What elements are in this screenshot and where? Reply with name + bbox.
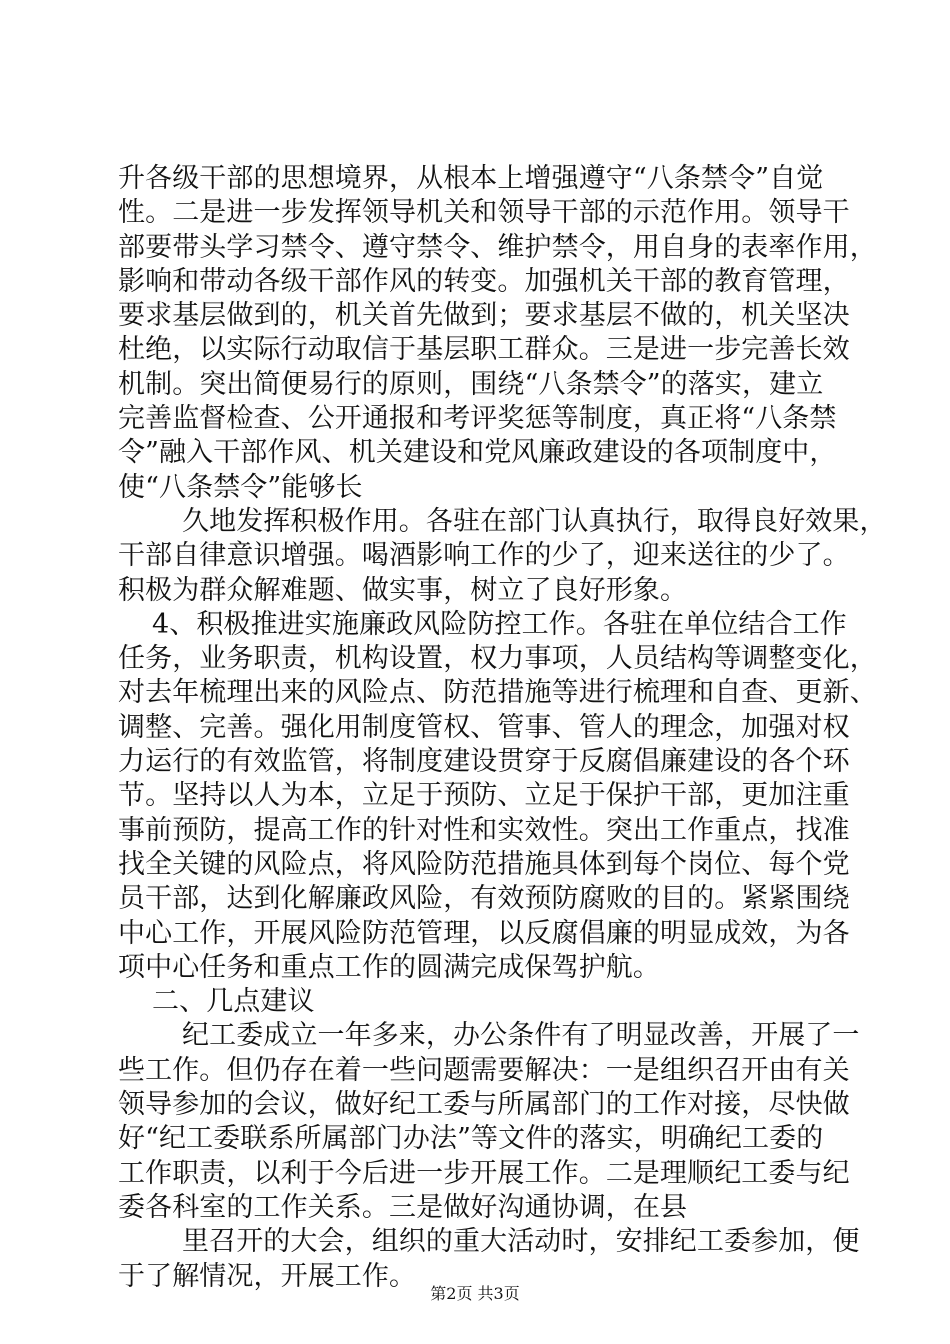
text-line: 纪工委成立一年多来，办公条件有了明显改善，开展了一 <box>182 1020 860 1052</box>
section-heading: 二、几点建议 <box>152 986 315 1018</box>
text-line: 杜绝，以实际行动取信于基层职工群众。三是进一步完善长效 <box>118 334 850 366</box>
text-line: 性。二是进一步发挥领导机关和领导干部的示范作用。领导干 <box>118 197 850 229</box>
text-line: 机制。突出简便易行的原则，围绕“八条禁令”的落实，建立 <box>118 368 824 400</box>
text-line: 于了解情况，开展工作。 <box>118 1260 417 1292</box>
text-line: 员干部，达到化解廉政风险，有效预防腐败的目的。紧紧围绕 <box>118 883 850 915</box>
text-line: 找全关键的风险点，将风险防范措施具体到每个岗位、每个党 <box>118 848 850 880</box>
text-line: 4、积极推进实施廉政风险防控工作。各驻在单位结合工作 <box>152 608 847 640</box>
page-number: 第2页 共3页 <box>430 1284 520 1303</box>
text-line: 令”融入干部作风、机关建设和党风廉政建设的各项制度中， <box>118 437 837 469</box>
text-line: 升各级干部的思想境界，从根本上增强遵守“八条禁令”自觉 <box>118 163 824 194</box>
text-line: 委各科室的工作关系。三是做好沟通协调，在县 <box>118 1191 688 1223</box>
text-line: 久地发挥积极作用。各驻在部门认真执行，取得良好效果， <box>182 505 887 537</box>
text-line: 中心工作，开展风险防范管理，以反腐倡廉的明显成效，为各 <box>118 917 850 949</box>
text-line: 使“八条禁令”能够长 <box>118 471 363 503</box>
text-line: 调整、完善。强化用制度管权、管事、管人的理念，加强对权 <box>118 711 850 743</box>
text-line: 领导参加的会议，做好纪工委与所属部门的工作对接，尽快做 <box>118 1089 850 1121</box>
text-line: 影响和带动各级干部作风的转变。加强机关干部的教育管理， <box>118 265 850 297</box>
text-line: 对去年梳理出来的风险点、防范措施等进行梳理和自查、更新、 <box>118 677 877 709</box>
text-line: 好“纪工委联系所属部门办法”等文件的落实，明确纪工委的 <box>118 1123 824 1155</box>
text-line: 些工作。但仍存在着一些问题需要解决：一是组织召开由有关 <box>118 1054 850 1086</box>
text-line: 力运行的有效监管，将制度建设贯穿于反腐倡廉建设的各个环 <box>118 746 850 778</box>
page-footer <box>0 1284 950 1304</box>
text-line: 工作职责，以利于今后进一步开展工作。二是理顺纪工委与纪 <box>118 1157 850 1189</box>
text-line: 里召开的大会，组织的重大活动时，安排纪工委参加，便 <box>182 1226 860 1258</box>
text-line: 项中心任务和重点工作的圆满完成保驾护航。 <box>118 951 660 983</box>
text-line: 完善监督检查、公开通报和考评奖惩等制度，真正将“八条禁 <box>118 403 837 435</box>
text-line: 积极为群众解难题、做实事，树立了良好形象。 <box>118 574 688 606</box>
text-line: 事前预防，提高工作的针对性和实效性。突出工作重点，找准 <box>118 814 850 846</box>
text-line: 干部自律意识增强。喝酒影响工作的少了，迎来送往的少了。 <box>118 540 850 572</box>
text-line: 任务，业务职责，机构设置，权力事项，人员结构等调整变化， <box>118 643 877 675</box>
text-line: 要求基层做到的，机关首先做到；要求基层不做的，机关坚决 <box>118 300 850 332</box>
text-line: 部要带头学习禁令、遵守禁令、维护禁令，用自身的表率作用， <box>118 231 877 263</box>
document-body <box>118 162 887 1294</box>
text-line: 节。坚持以人为本，立足于预防、立足于保护干部，更加注重 <box>118 780 850 812</box>
